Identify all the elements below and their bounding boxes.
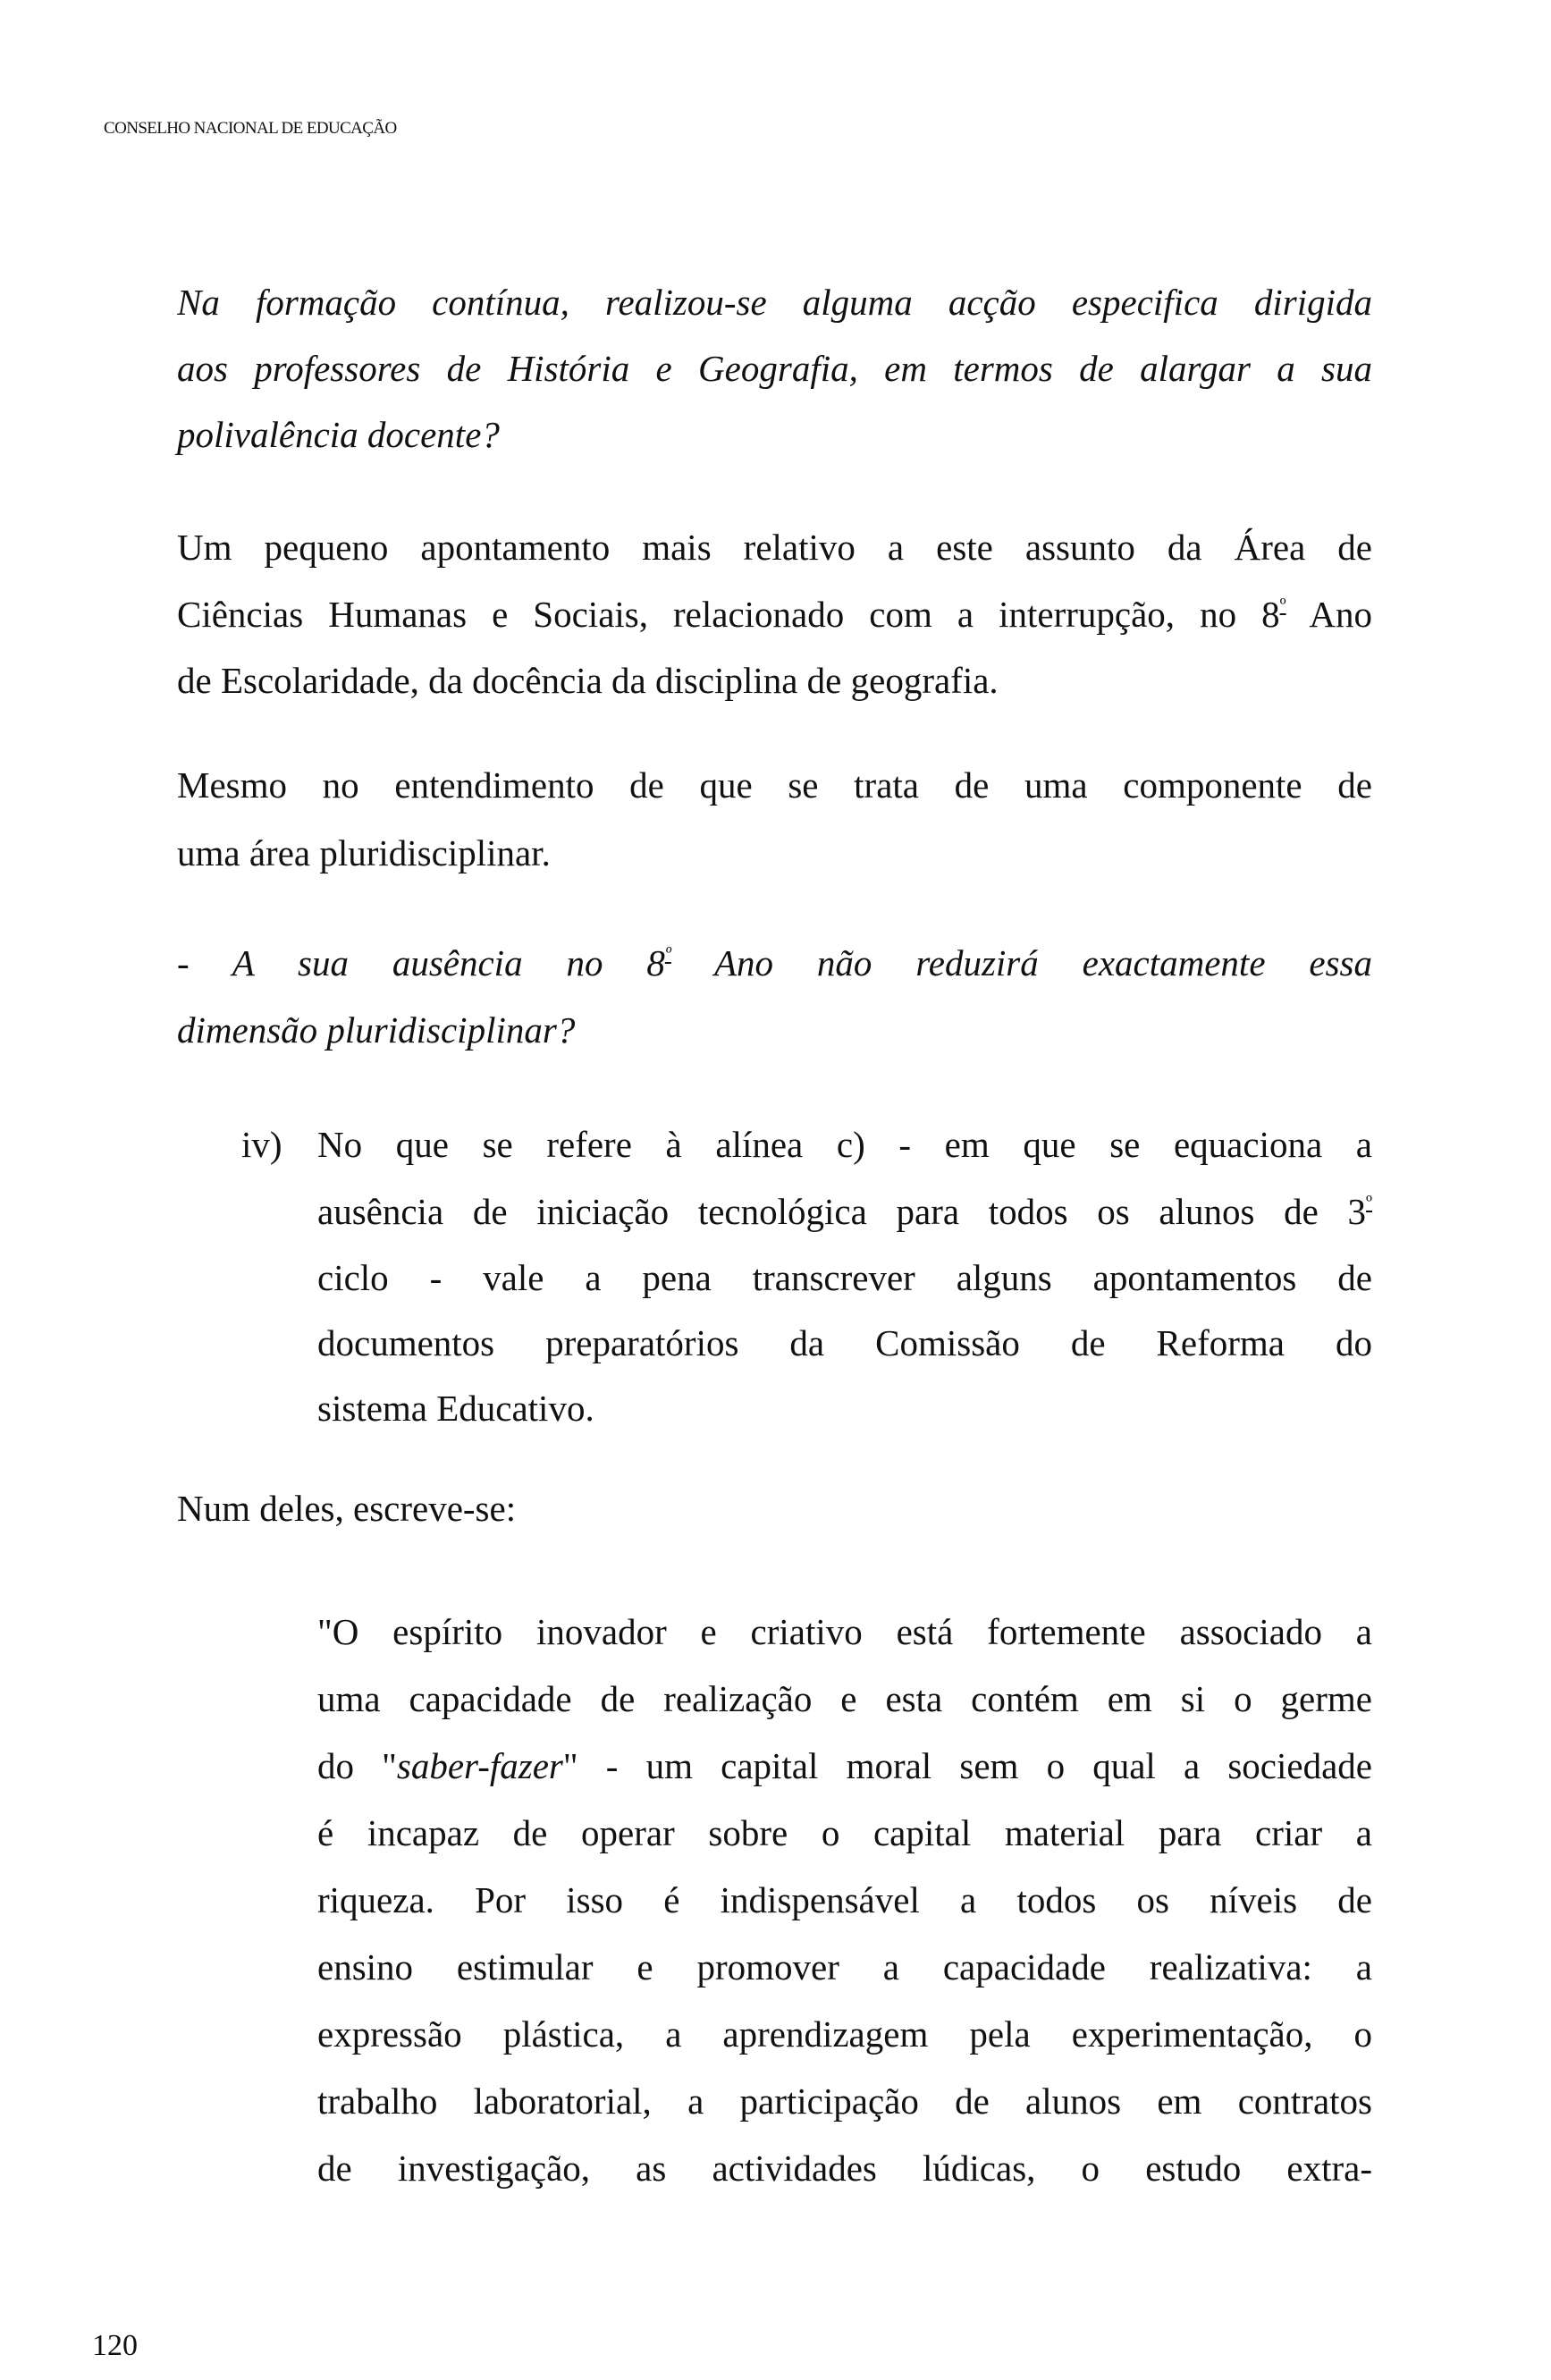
- quote-line-3-italic: saber-fazer: [396, 1745, 563, 1786]
- paragraph-1-line-1: Na formação contínua, realizou-se alguma acção especifica dirigida: [177, 282, 1372, 323]
- page-number: 120: [92, 2329, 138, 2362]
- quote-line-6: ensino estimular e promover a capacidade realizativa: a: [317, 1946, 1372, 1988]
- paragraph-4-line-2: dimensão pluridisciplinar?: [177, 1009, 576, 1051]
- paragraph-2-line-3: de Escolaridade, da docência da disciplina de geografia.: [177, 660, 999, 701]
- paragraph-2-line-2-text: Ciências Humanas e Sociais, relacionado com a interrupção, no 8: [177, 594, 1280, 635]
- quote-line-3-post: " - um capital moral sem o qual a sociedade: [562, 1745, 1372, 1786]
- paragraph-2-line-2: [177, 592, 1372, 637]
- paragraph-4-line-1-text: - A sua ausência no 8: [177, 942, 665, 983]
- item-iv-line-5: sistema Educativo.: [317, 1388, 594, 1429]
- quote-line-4: é incapaz de operar sobre o capital material para criar a: [317, 1812, 1372, 1853]
- quote-line-3: [317, 1743, 1372, 1788]
- paragraph-3-line-1: Mesmo no entendimento de que se trata de uma componente de: [177, 764, 1372, 806]
- paragraph-4-line-1: [177, 941, 1372, 985]
- ordinal-indicator: º: [1279, 594, 1286, 617]
- quote-line-5: riqueza. Por isso é indispensável a todos os níveis de: [317, 1879, 1372, 1920]
- paragraph-1-line-3: polivalência docente?: [177, 414, 500, 455]
- quote-line-7: expressão plástica, a aprendizagem pela experimentação, o: [317, 2013, 1372, 2055]
- item-iv-line-4: documentos preparatórios da Comissão de Reforma do: [317, 1322, 1372, 1363]
- paragraph-4-line-1-end: Ano não reduzirá exactamente essa: [714, 942, 1372, 983]
- paragraph-2-line-2-end: Ano: [1309, 594, 1372, 635]
- quote-line-1: "O espírito inovador e criativo está fortemente associado a: [317, 1611, 1372, 1652]
- quote-line-2: uma capacidade de realização e esta contém em si o germe: [317, 1678, 1372, 1719]
- ordinal-indicator: º: [1366, 1191, 1372, 1214]
- ordinal-indicator: º: [664, 942, 671, 966]
- paragraph-2-line-1: Um pequeno apontamento mais relativo a este assunto da Área de: [177, 527, 1372, 568]
- item-iv-line-2: [317, 1189, 1372, 1234]
- quote-line-3-pre: do ": [317, 1745, 397, 1786]
- quote-line-9: de investigação, as actividades lúdicas, o estudo extra-: [317, 2148, 1372, 2189]
- item-iv-line-1: No que se refere à alínea c) - em que se equaciona a: [317, 1124, 1372, 1165]
- paragraph-3-line-2: uma área pluridisciplinar.: [177, 832, 551, 874]
- quote-line-8: trabalho laboratorial, a participação de alunos em contratos: [317, 2080, 1372, 2122]
- running-header: CONSELHO NACIONAL DE EDUCAÇÃO: [104, 119, 397, 138]
- item-iv-line-2-text: ausência de iniciação tecnológica para todos os alunos de 3: [317, 1191, 1366, 1232]
- item-iv-line-3: ciclo - vale a pena transcrever alguns apontamentos de: [317, 1257, 1372, 1298]
- list-item-label: iv): [241, 1124, 282, 1165]
- paragraph-5: Num deles, escreve-se:: [177, 1488, 517, 1529]
- paragraph-1-line-2: aos professores de História e Geografia, em termos de alargar a sua: [177, 348, 1372, 389]
